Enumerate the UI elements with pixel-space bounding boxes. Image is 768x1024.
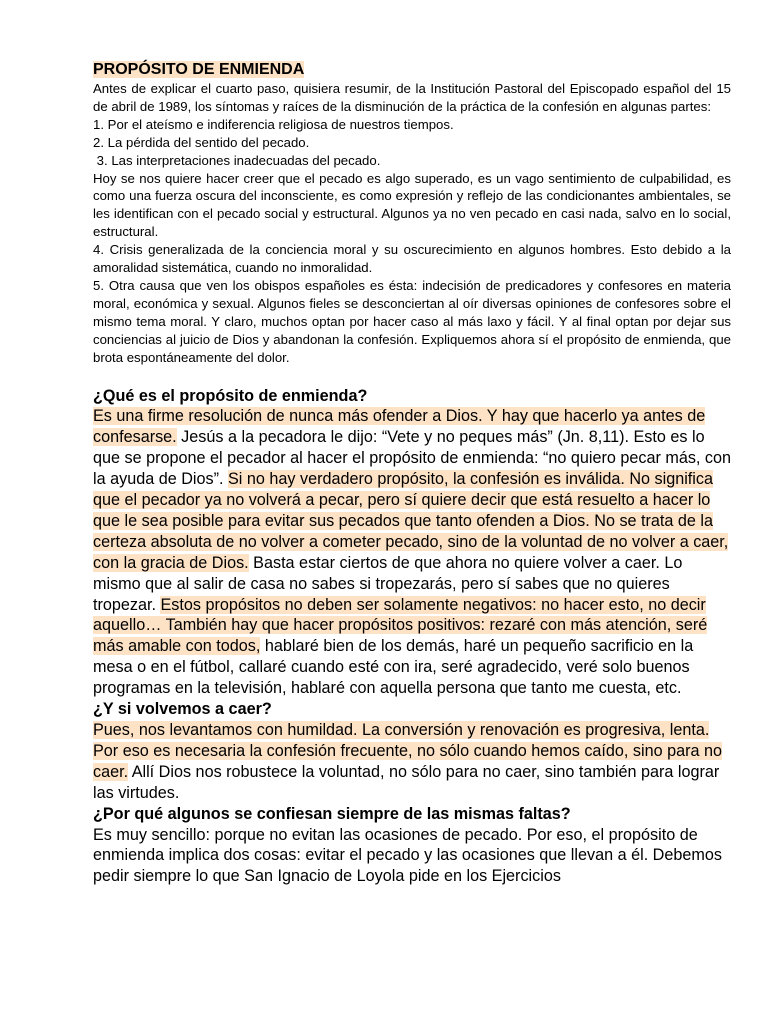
section-heading: ¿Qué es el propósito de enmienda? <box>93 386 368 405</box>
intro-item-4: 4. Crisis generalizada de la conciencia moral y su oscurecimiento en algunos hombres. Esto debido a la amoralidad sistemática, cuando no inmoralidad. <box>93 242 731 276</box>
highlighted-text: Pues, nos levantamos con humildad. La conversión y renovación es progresiva, lenta. Por eso es necesaria la confesión frecuente, no sólo cuando hemos caído, sino para no caer. <box>93 721 723 781</box>
intro-item-3: 3. Las interpretaciones inadecuadas del pecado. <box>93 152 381 168</box>
highlighted-text: Si no hay verdadero propósito, la confesión es inválida. No significa que el pecador ya no volverá a pecar, pero sí quiere decir que está resuelto a hacer lo que le sea posible para evitar sus pecados que tanto ofenden a Dios. No se trata de la certeza absoluta de no volver a cometer pecado, sino de la voluntad de no volver a caer, con la gracia de Dios. <box>93 470 729 572</box>
section-same-faults <box>93 804 731 888</box>
document-page <box>93 60 731 887</box>
section-heading: ¿Y si volvemos a caer? <box>93 700 272 719</box>
body-text: Basta estar ciertos de que ahora no quiere volver a caer. Lo mismo que al salir de casa no sabes si tropezarás, pero sí sabes que no quieres tropezar. <box>93 553 683 614</box>
intro-item-1: 1. Por el ateísmo e indiferencia religiosa de nuestros tiempos. <box>93 116 454 132</box>
title-highlight: PROPÓSITO DE ENMIENDA <box>93 61 305 78</box>
intro-paragraph: Antes de explicar el cuarto paso, quisiera resumir, de la Institución Pastoral del Episcopado español del 15 de abril de 1989, los síntomas y raíces de la disminución de la práctica de la confesión en algunas partes: <box>93 81 731 114</box>
highlighted-text: Estos propósitos no deben ser solamente negativos: no hacer esto, no decir aquello… También hay que hacer propósitos positivos: rezaré con más atención, seré más amable con todos, <box>93 595 708 656</box>
body-text: hablaré bien de los demás, haré un pequeño sacrificio en la mesa o en el fútbol, callaré cuando esté con ira, seré agradecido, veré solo buenos programas en la televisión, hablaré con aquella persona que tanto me cuesta, etc. <box>93 637 694 698</box>
section-body <box>93 720 731 804</box>
section-heading: ¿Por qué algunos se confiesan siempre de las mismas faltas? <box>93 804 571 823</box>
body-text: Jesús a la pecadora le dijo: “Vete y no peques más” (Jn. 8,11). Esto es lo que se propone el pecador al hacer el propósito de enmienda: “no quiero pecar más, con la ayuda de Dios”. <box>93 428 732 489</box>
intro-item-5: 5. Otra causa que ven los obispos españoles es ésta: indecisión de predicadores y confesores en materia moral, económica y sexual. Algunos fieles se desconciertan al oír diversas opiniones de confesores sobre el mismo tema moral. Y claro, muchos optan por hacer caso al más laxo y fácil. Y al final optan por dejar sus conciencias al juicio de Dios y abandonan la confesión. Expliquemos ahora sí el propósito de enmienda, que brota espontáneamente del dolor. <box>93 277 731 365</box>
section-fall-again <box>93 699 731 804</box>
section-body: Es muy sencillo: porque no evitan las ocasiones de pecado. Por eso, el propósito de enmienda implica dos cosas: evitar el pecado y las ocasiones que llevan a él. Debemos pedir siempre lo que San Ignacio de Loyola pide en los Ejercicios <box>93 825 722 886</box>
intro-item-2: 2. La pérdida del sentido del pecado. <box>93 134 310 150</box>
page-title <box>93 60 731 80</box>
section-body <box>93 406 731 699</box>
section-spacer <box>93 367 731 386</box>
highlighted-text: Es una firme resolución de nunca más ofender a Dios. Y hay que hacerlo ya antes de confesarse. <box>93 407 706 447</box>
intro-block <box>93 80 731 367</box>
intro-paragraph-2: Hoy se nos quiere hacer creer que el pecado es algo superado, es un vago sentimiento de culpabilidad, es como una fuerza oscura del inconsciente, es como expresión y reflejo de las condicionantes ambientales, se les identifican con el pecado social y estructural. Algunos ya no ven pecado en casi nada, salvo en lo social, estructural. <box>93 170 731 240</box>
section-what-is <box>93 386 731 700</box>
body-text: Allí Dios nos robustece la voluntad, no sólo para no caer, sino también para lograr las virtudes. <box>93 762 720 802</box>
